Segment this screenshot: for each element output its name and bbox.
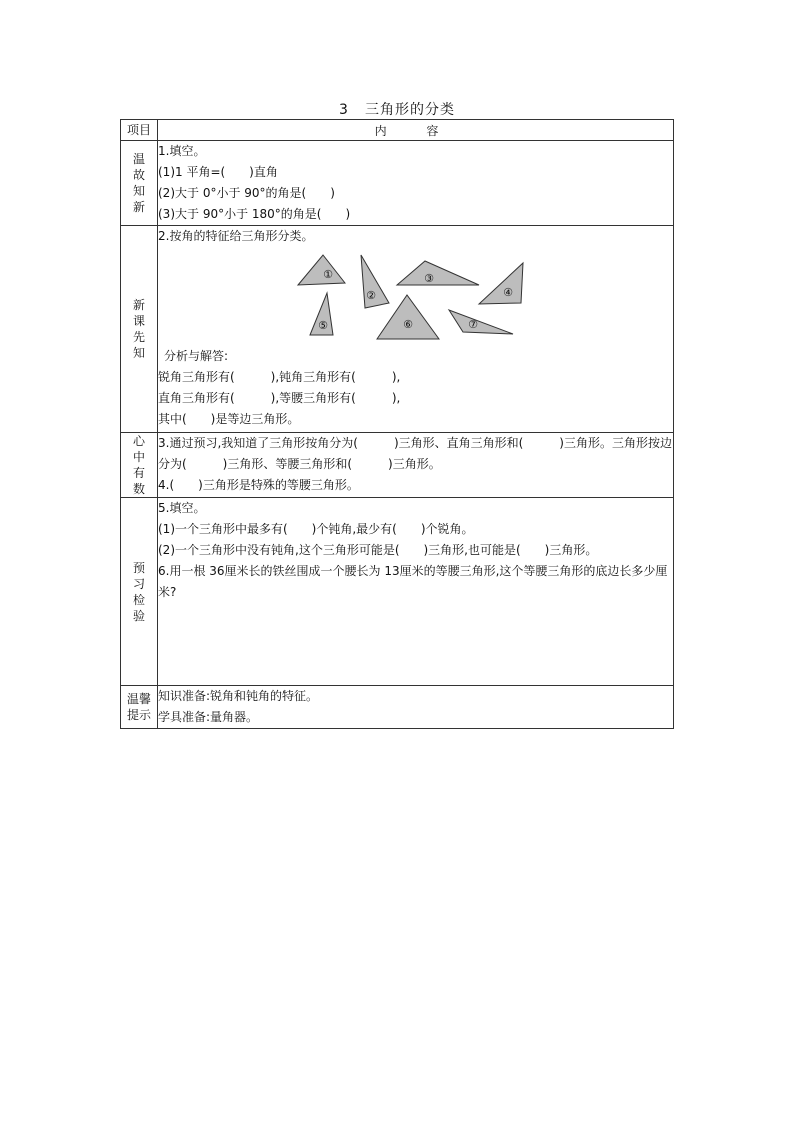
- title-text: 三角形的分类: [364, 102, 455, 118]
- triangle-3: [397, 261, 479, 285]
- question-1-1: (1)1 平角=( )直角: [158, 165, 278, 179]
- header-row: [121, 120, 674, 141]
- triangles-figure: [293, 253, 533, 341]
- section-tips: [121, 686, 674, 729]
- tip-knowledge: 知识准备:锐角和钝角的特征。: [158, 689, 319, 703]
- answer-line-2: 直角三角形有( ),等腰三角形有( ),: [158, 391, 401, 405]
- analysis-heading: 分析与解答:: [164, 349, 229, 363]
- header-content: 内 容: [158, 120, 674, 141]
- triangle-7: [449, 310, 513, 334]
- triangle-1: [298, 255, 345, 285]
- section-content-new-lesson: [158, 226, 674, 433]
- question-4: 4.( )三角形是特殊的等腰三角形。: [158, 478, 359, 492]
- section-label-new-lesson: 新课先知: [121, 226, 158, 433]
- section-content-understanding: [158, 433, 674, 498]
- question-1-3: (3)大于 90°小于 180°的角是( ): [158, 207, 351, 221]
- header-item: 项目: [121, 120, 158, 141]
- question-6: 6.用一根 36厘米长的铁丝围成一个腰长为 13厘米的等腰三角形,这个等腰三角形的底边长多少厘米?: [158, 564, 668, 599]
- question-5-1: (1)一个三角形中最多有( )个钝角,最少有( )个锐角。: [158, 522, 474, 536]
- triangle-5-label: ⑤: [318, 319, 328, 332]
- question-1-heading: 1.填空。: [158, 144, 206, 158]
- triangle-1-label: ①: [323, 268, 333, 281]
- answer-line-1: 锐角三角形有( ),钝角三角形有( ),: [158, 370, 401, 384]
- triangle-7-label: ⑦: [468, 318, 478, 331]
- title-number: 3: [339, 102, 349, 118]
- question-2: 2.按角的特征给三角形分类。: [158, 229, 314, 243]
- page-title: [0, 99, 794, 119]
- section-understanding: [121, 433, 674, 498]
- question-3: 3.通过预习,我知道了三角形按角分为( )三角形、直角三角形和( )三角形。三角形按边分为( )三角形、等腰三角形和( )三角形。: [158, 436, 672, 471]
- section-content-review: [158, 141, 674, 226]
- section-label-review: 温故知新: [121, 141, 158, 226]
- section-review: [121, 141, 674, 226]
- section-new-lesson: [121, 226, 674, 433]
- section-label-preview-check: 预习检验: [121, 498, 158, 686]
- section-content-tips: [158, 686, 674, 729]
- triangle-2-label: ②: [366, 289, 376, 302]
- section-content-preview-check: [158, 498, 674, 686]
- worksheet-table: [120, 119, 674, 729]
- question-1-2: (2)大于 0°小于 90°的角是( ): [158, 186, 335, 200]
- question-5-heading: 5.填空。: [158, 501, 206, 515]
- triangle-4: [479, 263, 523, 304]
- section-label-understanding: 心中有数: [121, 433, 158, 498]
- triangle-4-label: ④: [503, 286, 513, 299]
- section-label-tips: 温馨提示: [121, 686, 158, 729]
- answer-line-3: 其中( )是等边三角形。: [158, 412, 300, 426]
- question-5-2: (2)一个三角形中没有钝角,这个三角形可能是( )三角形,也可能是( )三角形。: [158, 543, 598, 557]
- triangle-6-label: ⑥: [403, 318, 413, 331]
- section-preview-check: [121, 498, 674, 686]
- triangle-3-label: ③: [424, 272, 434, 285]
- tip-tools: 学具准备:量角器。: [158, 710, 259, 724]
